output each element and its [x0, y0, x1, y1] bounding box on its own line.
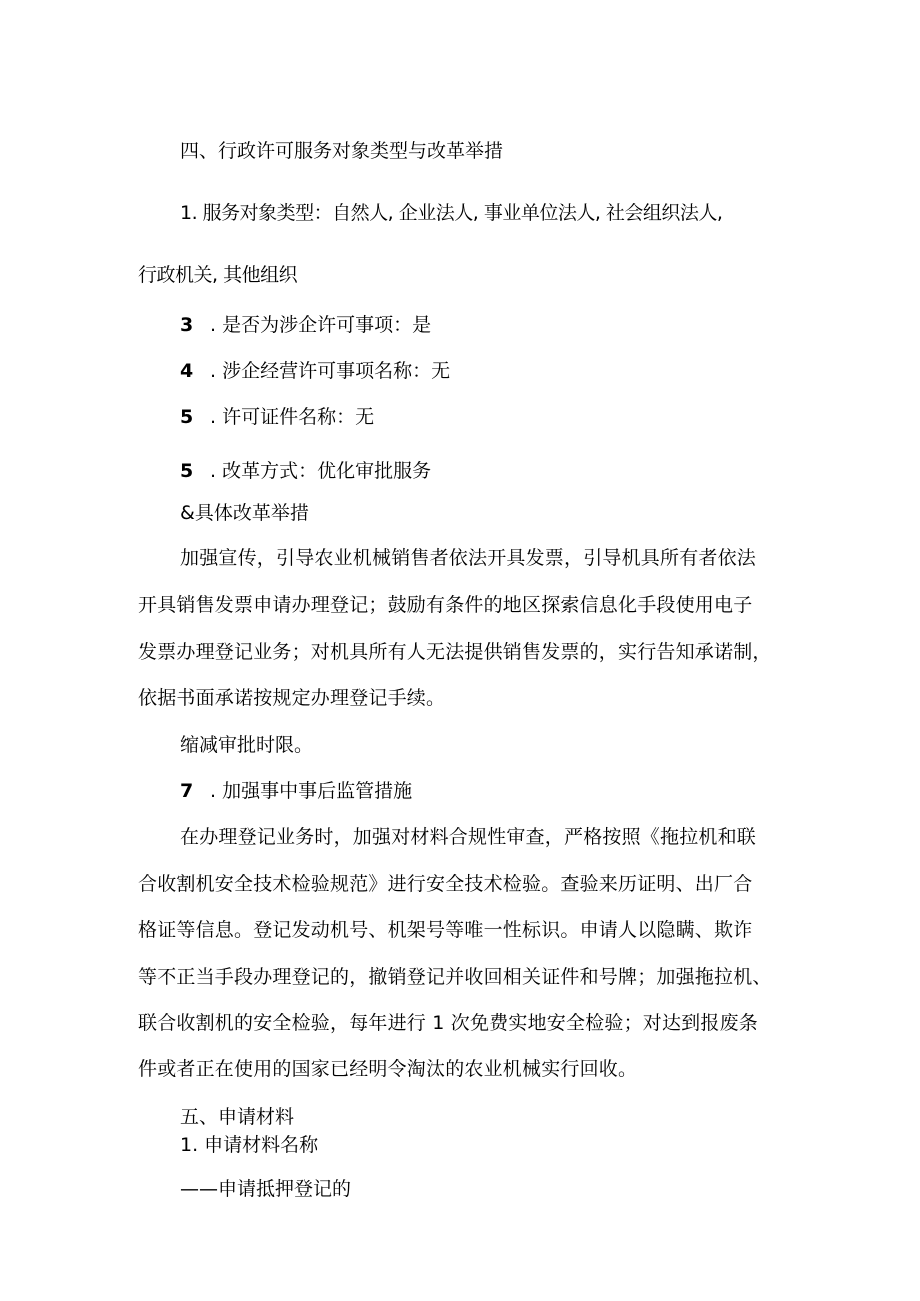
supervision-paragraph-line-4: 等不正当手段办理登记的，撤销登记并收回相关证件和号牌；加强拖拉机、: [138, 966, 772, 988]
reform-paragraph-line-3: 发票办理登记业务；对机具所有人无法提供销售发票的，实行告知承诺制，: [138, 641, 772, 663]
application-materials-name: 1. 申请材料名称: [180, 1134, 319, 1156]
mortgage-registration-application: ——申请抵押登记的: [180, 1178, 352, 1200]
item-5b: [180, 459, 431, 483]
supervision-paragraph-line-5: 联合收割机的安全检验，每年进行 1 次免费实地安全检验；对达到报废条: [138, 1012, 758, 1034]
item-5a-number: 5: [180, 406, 194, 428]
supervision-paragraph-line-3: 格证等信息。登记发动机号、机架号等唯一性标识。申请人以隐瞒、欺诈: [138, 919, 753, 941]
item-4-number: 4: [180, 360, 194, 382]
item-7-text: . 加强事中事后监管措施: [210, 780, 413, 802]
section-5-heading: 五、申请材料: [180, 1106, 295, 1128]
service-object-types-line-1: 1. 服务对象类型：自然人, 企业法人, 事业单位法人, 社会组织法人,: [180, 202, 723, 224]
item-7-number: 7: [180, 780, 194, 802]
reform-paragraph-line-1: 加强宣传，引导农业机械销售者依法开具发票，引导机具所有者依法: [180, 547, 757, 569]
item-3-number: 3: [180, 314, 194, 336]
item-4-text: . 涉企经营许可事项名称：无: [210, 360, 451, 382]
item-4: [180, 359, 450, 383]
supervision-paragraph-line-6: 件或者正在使用的国家已经明令淘汰的农业机械实行回收。: [138, 1058, 638, 1080]
supervision-paragraph-line-1: 在办理登记业务时，加强对材料合规性审查，严格按照《拖拉机和联: [180, 826, 757, 848]
reform-paragraph-line-4: 依据书面承诺按规定办理登记手续。: [138, 687, 446, 709]
reform-paragraph-line-2: 开具销售发票申请办理登记；鼓励有条件的地区探索信息化手段使用电子: [138, 594, 753, 616]
item-5a: [180, 405, 374, 429]
supervision-paragraph-line-2: 合收割机安全技术检验规范》进行安全技术检验。查验来历证明、出厂合: [138, 873, 753, 895]
reduce-time-limit: 缩减审批时限。: [180, 734, 314, 756]
item-3: [180, 313, 431, 337]
item-6-heading: &具体改革举措: [180, 502, 309, 524]
item-5b-text: . 改革方式：优化审批服务: [210, 460, 432, 482]
item-3-text: . 是否为涉企许可事项：是: [210, 314, 432, 336]
item-5b-number: 5: [180, 460, 194, 482]
item-7: [180, 779, 412, 803]
item-5a-text: . 许可证件名称：无: [210, 406, 375, 428]
service-object-types-line-2: 行政机关, 其他组织: [138, 264, 298, 286]
section-4-heading: 四、行政许可服务对象类型与改革举措: [180, 140, 504, 162]
